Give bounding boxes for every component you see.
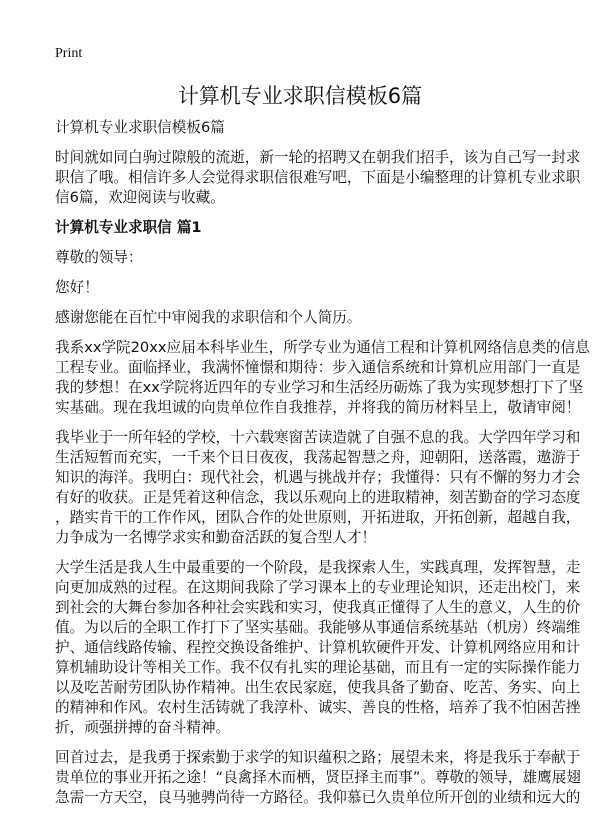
- text-line: 折，顽强拼搏的奋斗精神。: [55, 719, 231, 736]
- text-line: 实基础。现在我坦诚的向贵单位作自我推荐，并将我的简历材料呈上，敬请审阅！: [55, 399, 581, 416]
- thanks-paragraph: 感谢您能在百忙中审阅我的求职信和个人简历。: [55, 309, 362, 326]
- text-line: 算机辅助设计等相关工作。我不仅有扎实的理论基础，而且有一定的实际操作能力: [55, 659, 581, 676]
- section-heading: 计算机专业求职信 篇1: [55, 219, 202, 236]
- paragraph-outlook: [55, 748, 581, 808]
- intro-paragraph: [55, 148, 581, 208]
- text-line: 值。为以后的全职工作打下了坚实基础。我能够从事通信系统基站（机房）终端维: [55, 619, 581, 636]
- text-line: 向更加成熟的过程。在这期间我除了学习课本上的专业理论知识，还走出校门，来: [55, 579, 581, 596]
- paragraph-university-life: [55, 558, 581, 738]
- text-line: 有好的收获。正是凭着这种信念，我以乐观向上的进取精神，刻苦勤奋的学习态度: [55, 489, 581, 506]
- text-line: 我系xx学院20xx应届本科毕业生，所学专业为通信工程和计算机网络信息类的信息: [55, 339, 590, 356]
- text-line: 贵单位的事业开拓之途！“良禽择木而栖，贤臣择主而事”。尊敬的领导，雄鹰展翅: [55, 769, 581, 786]
- print-link[interactable]: Print: [55, 46, 83, 61]
- greeting: 您好！: [55, 279, 99, 296]
- text-line: 时间就如同白驹过隙般的流逝，新一轮的招聘又在朝我们招手，该为自己写一封求: [55, 149, 581, 166]
- text-line: 我毕业于一所年轻的学校，十六载寒窗苦读造就了自强不息的我。大学四年学习和: [55, 429, 581, 446]
- text-line: 到社会的大舞台参加各种社会实践和实习，使我真正懂得了人生的意义，人生的价: [55, 599, 581, 616]
- text-line: 信6篇，欢迎阅读与收藏。: [55, 189, 225, 206]
- text-line: 我的梦想！在xx学院将近四年的专业学习和生活经历砺炼了我为实现梦想打下了坚: [55, 379, 584, 396]
- document-body: [55, 118, 590, 818]
- text-line: 职信了哦。相信许多人会觉得求职信很难写吧，下面是小编整理的计算机专业求职: [55, 169, 581, 186]
- text-line: 的精神和作风。农村生活铸就了我淳朴、诚实、善良的性格，培养了我不怕困苦挫: [55, 699, 581, 716]
- text-line: ，踏实肯干的工作作风，团队合作的处世原则，开拓进取，开拓创新，超越自我，: [55, 509, 581, 526]
- text-line: 力争成为一名博学求实和勤奋活跃的复合型人才！: [55, 529, 377, 546]
- text-line: 回首过去，是我勇于探索勤于求学的知识蕴积之路；展望未来，将是我乐于奉献于: [55, 749, 581, 766]
- text-line: 大学生活是我人生中最重要的一个阶段，是我探索人生，实践真理，发挥智慧，走: [55, 559, 581, 576]
- paragraph-school: [55, 428, 581, 548]
- text-line: 工程专业。面临择业，我满怀憧憬和期待：步入通信系统和计算机应用部门一直是: [55, 359, 581, 376]
- text-line: 知识的海洋。我明白：现代社会，机遇与挑战并存；我懂得：只有不懈的努力才会: [55, 469, 581, 486]
- text-line: 护、通信线路传输、程控交换设备维护、计算机软硬件开发、计算机网络应用和计: [55, 639, 581, 656]
- text-line: 以及吃苦耐劳团队协作精神。出生农民家庭，使我具备了勤奋、吃苦、务实、向上: [55, 679, 581, 696]
- salutation: 尊敬的领导：: [55, 249, 143, 266]
- page-title: 计算机专业求职信模板6篇: [177, 84, 423, 108]
- paragraph-background: [55, 338, 590, 418]
- text-line: 急需一方天空，良马驰骋尚待一方路径。我仰慕已久贵单位所开创的业绩和远大的: [55, 789, 581, 806]
- subtitle: 计算机专业求职信模板6篇: [55, 119, 225, 136]
- text-line: 生活短暂而充实，一千来个日日夜夜，我荡起智慧之舟，迎朝阳，送落霞，遨游于: [55, 449, 581, 466]
